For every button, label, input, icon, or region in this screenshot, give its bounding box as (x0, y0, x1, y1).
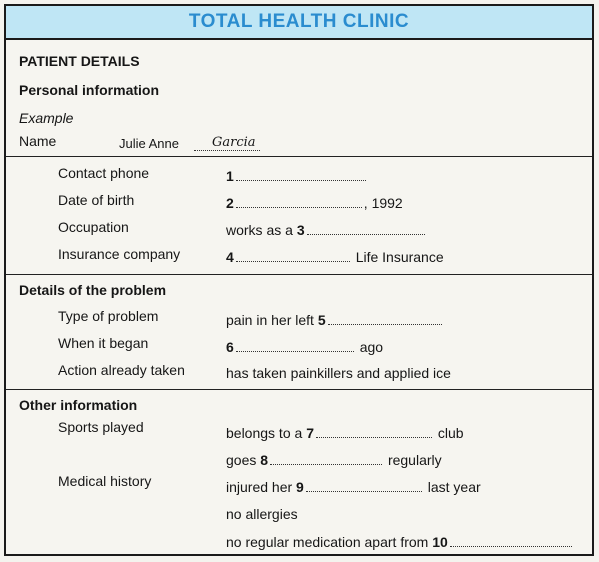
problem-heading: Details of the problem (19, 282, 167, 298)
blank-3[interactable] (307, 224, 425, 235)
dob-label: Date of birth (58, 192, 135, 208)
occupation-label: Occupation (58, 219, 129, 235)
name-first: Julie Anne (119, 136, 179, 151)
answer-1: 1 (226, 168, 368, 184)
name-last: Garcia (194, 136, 260, 151)
clinic-form (4, 4, 594, 556)
divider (6, 156, 592, 157)
contact-phone-label: Contact phone (58, 165, 150, 181)
answer-6: 6 ago (226, 339, 384, 355)
blank-4[interactable] (236, 251, 350, 262)
when-began-label: When it began (58, 335, 149, 351)
answer-10: no regular medication apart from 10 (226, 534, 574, 550)
medical-label: Medical history (58, 473, 152, 489)
action-value: has taken painkillers and applied ice (226, 365, 451, 381)
answer-2: 2 , 1992 (226, 195, 403, 211)
blank-5[interactable] (328, 314, 442, 325)
answer-4: 4 Life Insurance (226, 249, 444, 265)
example-label: Example (19, 110, 74, 126)
blank-2[interactable] (236, 197, 362, 208)
name-last-field (194, 133, 260, 151)
insurance-label: Insurance company (58, 246, 181, 262)
personal-heading: Personal information (19, 82, 160, 98)
divider (6, 274, 592, 275)
problem-type-label: Type of problem (58, 308, 159, 324)
blank-6[interactable] (236, 341, 354, 352)
blank-9[interactable] (306, 481, 422, 492)
name-label: Name (19, 133, 57, 149)
section-title: PATIENT DETAILS (19, 53, 140, 69)
sports-label: Sports played (58, 419, 144, 435)
divider (6, 389, 592, 390)
action-label: Action already taken (58, 362, 185, 378)
allergies-value: no allergies (226, 506, 298, 522)
blank-7[interactable] (316, 427, 432, 438)
answer-3: works as a 3 (226, 222, 427, 238)
answer-8: goes 8 regularly (226, 452, 442, 468)
title-band (6, 6, 592, 40)
form-title: TOTAL HEALTH CLINIC (188, 11, 410, 32)
blank-1[interactable] (236, 170, 366, 181)
other-heading: Other information (19, 397, 138, 413)
answer-5: pain in her left 5 (226, 312, 444, 328)
answer-7: belongs to a 7 club (226, 425, 464, 441)
answer-9: injured her 9 last year (226, 479, 481, 495)
blank-10[interactable] (450, 536, 572, 547)
blank-8[interactable] (270, 454, 382, 465)
